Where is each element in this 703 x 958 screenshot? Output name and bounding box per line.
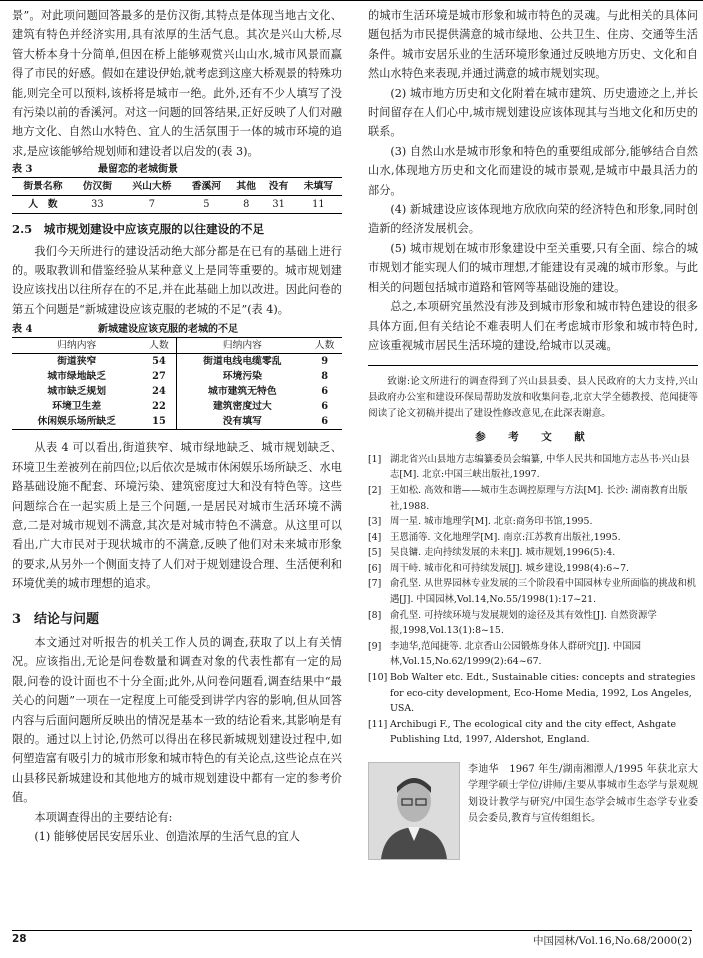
table-cell: 27 [141,369,177,384]
paragraph: 从表 4 可以看出,街道狭窄、城市绿地缺乏、城市规划缺乏、环境卫生差被列在前四位;以后依次是城市休闲娱乐场所缺乏、水电路基础设施不配套、环境污染、建筑密度过大和没有特色等。这些问题综合在一起实质上是三个问题,一是居民对城市生活环境不满意,二是对城市规划不满意,其次是对城市特色不满意。从这里可以看出,广大市民对于现状城市的不满意,反映了他们对未来城市形象的要求,从另外一个侧面支持了人们对于规划建设合理、生活便利和环境优美的城市理想的追求。 [12,441,342,591]
table-cell: 没有填写 [222,416,262,428]
table-header-cell: 未填写 [295,178,342,196]
table-cell: 城市建筑无特色 [208,386,277,398]
paragraph: 总之,本项研究虽然没有涉及到城市形象和城市特色建设的很多具体方面,但有关结论不难表明人们在考虑城市形象和城市特色时,应该重视城市居民生活环境的建设,给城市以灵魂。 [368,300,698,352]
author-portrait-icon [369,763,459,859]
author-bio: 李迪华 1967 年生/湖南湘潭人/1995 年获北京大学理学硕士学位/讲师/主要从事城市生态学与景观规划设计教学与研究/中国生态学会城市生态学专业委员会委员,教育与宣传组组长。 [468,764,698,825]
paragraph: 我们今天所进行的建设活动绝大部分都是在已有的基础上进行的。吸取教训和借鉴经验从某种意义上是同等重要的。城市规划建设应该找出以往所存在的不足,并在此基础上加以改进。因此问卷的第五个问题是“新城建设应该克服的老城的不足”(表 4)。 [12,244,342,316]
table-cell: 33 [91,199,104,211]
paragraph: 景”。对此项问题回答最多的是仿汉街,其特点是体现当地古文化、建筑有特色并经济实用,具有浓厚的生活气息。其次是兴山大桥,尽管大桥本身十分简单,但因在桥上能够观赏兴山山水,城市风景而赢得了市民的好感。假如在建设伊始,就考虑到这座大桥观景的特殊功能,则完全可以预料,该桥将是城市一绝。此外,还有不少人填写了没有污染以前的香溪河。对这一问题的回答结果,正好反映了人们对融地方文化、自然山水特色、宜人的生活氛围于一体的城市环境的追求,是应该能够给规划师和建设者以启发的(表 3)。 [12,9,342,158]
reference-text: 吴良镛. 走向持续发展的未来[J]. 城市规划,1996(5):4. [390,547,616,559]
table-cell: 人 数 [28,199,58,211]
paragraph: (1) 能够使居民安居乐业、创造浓厚的生活气息的宜人 [34,830,300,843]
reference-number: [9] [368,640,382,652]
reference-number: [10] [368,672,388,684]
table-row [12,196,342,214]
reference-text: Archibugi F., The ecological city and the city effect, Ashgate Publishing Ltd, 1997, Aldershot, England. [390,718,677,746]
table3-caption [12,163,342,177]
table-cell: 9 [321,356,329,368]
table-cell: 8 [243,199,250,211]
paragraph: 本文通过对听报告的机关工作人员的调查,获取了以上有关情况。应该指出,无论是问卷数量和调查对象的代表性都有一定的局限,问卷的设计面也不十分全面;此外,从问卷问题看,调查结果中“最关心的问题”一项在一定程度上可能受到讲学内容的影响,但从回答内容与后面问题所反映出的情况是基本一致的结论看来,其影响是有限的。通过以上讨论,仍然可以得出在移民新城规划建设过程中,如何塑造富有吸引力的城市形象和城市特色的有关论点,这些论点在兴山县移民新城建设和其他地方的城市规划建设中都有一定的参考价值。 [12,635,342,805]
reference-text: 湖北省兴山县地方志编纂委员会编纂, 中华人民共和国地方志丛书·兴山县志[M]. 北京:中国三峡出版社,1997. [390,453,690,481]
table-cell: 5 [203,199,210,211]
table4 [12,337,342,430]
table-header-cell: 街景名称 [12,178,74,196]
table-header-cell: 兴山大桥 [121,178,183,196]
table-cell: 31 [272,199,285,211]
table-header-cell: 人数 [307,338,342,354]
acknowledgement: 致谢:论文所进行的调查得到了兴山县县委、县人民政府的大力支持,兴山县政府办公室和建设环保局帮助发放和收集问卷,北京大学全德教授、范闻捷等阅读了论文初稿并提出了建设性修改意见,在此深表谢意。 [368,365,698,422]
table-cell: 7 [148,199,156,211]
author-photo [368,762,460,860]
reference-text: 俞孔坚. 从世界园林专业发展的三个阶段看中国园林专业所面临的挑战和机遇[J]. 中国园林,Vol.14,No.55/1998(1):17~21. [390,578,696,606]
section-heading-2-5: 2.5 城市规划建设中应该克服的以往建设的不足 [12,222,265,237]
paragraph: 的城市生活环境是城市形象和城市特色的灵魂。与此相关的具体问题包括为市民提供满意的城市绿地、公共卫生、住房、交通等生活条件。城市安居乐业的生活环境形象通过反映地方历史、文化和自然山水特色来表现,并通过满意的城市规划实现。 [368,9,698,81]
reference-item [368,452,698,483]
table-cell: 环境污染 [222,371,262,383]
table-header-cell: 香溪河 [183,178,230,196]
reference-number: [7] [368,578,382,590]
table-header-cell: 仿汉街 [74,178,121,196]
reference-number: [1] [368,453,382,465]
table-cell: 6 [321,416,329,428]
table-row [12,354,342,370]
reference-item [368,483,698,514]
table4-title: 新城建设应该克服的老城的不足 [98,324,238,336]
table-row [12,384,342,399]
reference-item [368,514,698,530]
table-cell: 休闲娱乐场所缺乏 [37,416,116,428]
table-row [12,399,342,414]
table-header-cell: 其他 [230,178,262,196]
reference-number: [8] [368,609,382,621]
reference-number: [3] [368,516,382,528]
page-number: 28 [12,933,27,945]
reference-item [368,639,698,670]
paragraph: (2) 城市地方历史和文化附着在城市建筑、历史遗迹之上,并长时间留存在人们心中,城市规划建设应该体现其与当地文化和历史的联系。 [368,86,698,139]
table4-header-row [12,338,342,354]
table-cell: 环境卫生差 [52,401,102,413]
table-cell: 24 [141,384,177,399]
page-footer [12,930,692,948]
reference-text: 李迪华,范闻捷等. 北京香山公园锻炼身体人群研究[J]. 中国园林,Vol.15,No.62/1999(2):64~67. [390,640,641,668]
reference-item [368,561,698,577]
table4-label: 表 4 [12,324,33,336]
reference-text: 王如松. 高效和谐——城市生态调控原理与方法[M]. 长沙: 湖南教育出版社,1988. [390,484,688,512]
paragraph: (4) 新城建设应该体现地方欣欣向荣的经济特色和形象,同时创造新的经济发展机会。 [368,203,698,236]
table-cell: 城市绿地缺乏 [47,371,107,383]
table-cell: 建筑密度过大 [212,401,272,413]
table-cell: 15 [141,414,177,430]
table-cell: 城市缺乏规划 [47,386,107,398]
paragraph: 本项调查得出的主要结论有: [34,810,173,824]
table3-title: 最留恋的老城街景 [98,164,178,176]
table-cell: 22 [141,399,177,414]
reference-item [368,545,698,561]
table-cell: 6 [321,386,329,398]
table-header-cell: 归纳内容 [12,338,141,354]
reference-text: Bob Walter etc. Edt., Sustainable cities: concepts and strategies for eco-city development, Eco-Home Media, 1992, Los Angeles, USA. [390,672,696,715]
paragraph: (5) 城市规划在城市形象建设中至关重要,只有全面、综合的城市规划才能实现人们的城市理想,才能建设有灵魂的城市形象。与此相关的问题包括城市道路和管网等基础设施的建设。 [368,241,698,294]
reference-item [368,717,698,748]
reference-number: [5] [368,547,382,559]
section-heading-3: 3 结论与问题 [12,611,100,627]
table-header-cell: 归纳内容 [177,338,307,354]
reference-number: [11] [368,718,388,730]
reference-number: [6] [368,562,382,574]
table-row [12,369,342,384]
table-header-cell: 没有 [262,178,294,196]
reference-text: 俞孔坚. 可持续环境与发展规划的途径及其有效性[J]. 自然资源学报,1998,Vol.13(1):8~15. [390,609,657,637]
reference-item [368,670,698,717]
top-rule [0,0,703,1]
reference-text: 周一星. 城市地理学[M]. 北京:商务印书馆,1995. [390,516,593,528]
table3 [12,177,342,214]
right-column [368,6,698,860]
references-list [368,452,698,748]
table-row [12,414,342,430]
table-cell: 街道电线电缆零乱 [203,356,282,368]
table-cell: 街道狭窄 [57,356,97,368]
reference-item [368,530,698,546]
reference-text: 周干峙. 城市化和可持续发展[J]. 城乡建设,1998(4):6~7. [390,562,630,574]
paragraph: (3) 自然山水是城市形象和特色的重要组成部分,能够结合自然山水,体现地方历史和文化而建设的城市景观,是城市中最具活力的部分。 [368,144,698,197]
table-header-cell: 人数 [141,338,177,354]
reference-text: 王恩涌等. 文化地理学[M]. 南京:江苏教育出版社,1995. [390,531,621,543]
author-block [368,762,698,860]
left-column [12,6,342,846]
table4-caption [12,323,342,337]
references-title: 参 考 文 献 [475,431,591,444]
table-cell: 6 [321,401,329,413]
reference-item [368,608,698,639]
reference-number: [2] [368,484,382,496]
table3-header-row [12,178,342,196]
table-cell: 8 [321,371,329,383]
reference-number: [4] [368,531,382,543]
journal-citation: 中国园林/Vol.16,No.68/2000(2) [532,935,692,947]
table-cell: 11 [312,199,325,211]
table-cell: 54 [141,354,177,370]
reference-item [368,576,698,607]
table3-label: 表 3 [12,164,33,176]
